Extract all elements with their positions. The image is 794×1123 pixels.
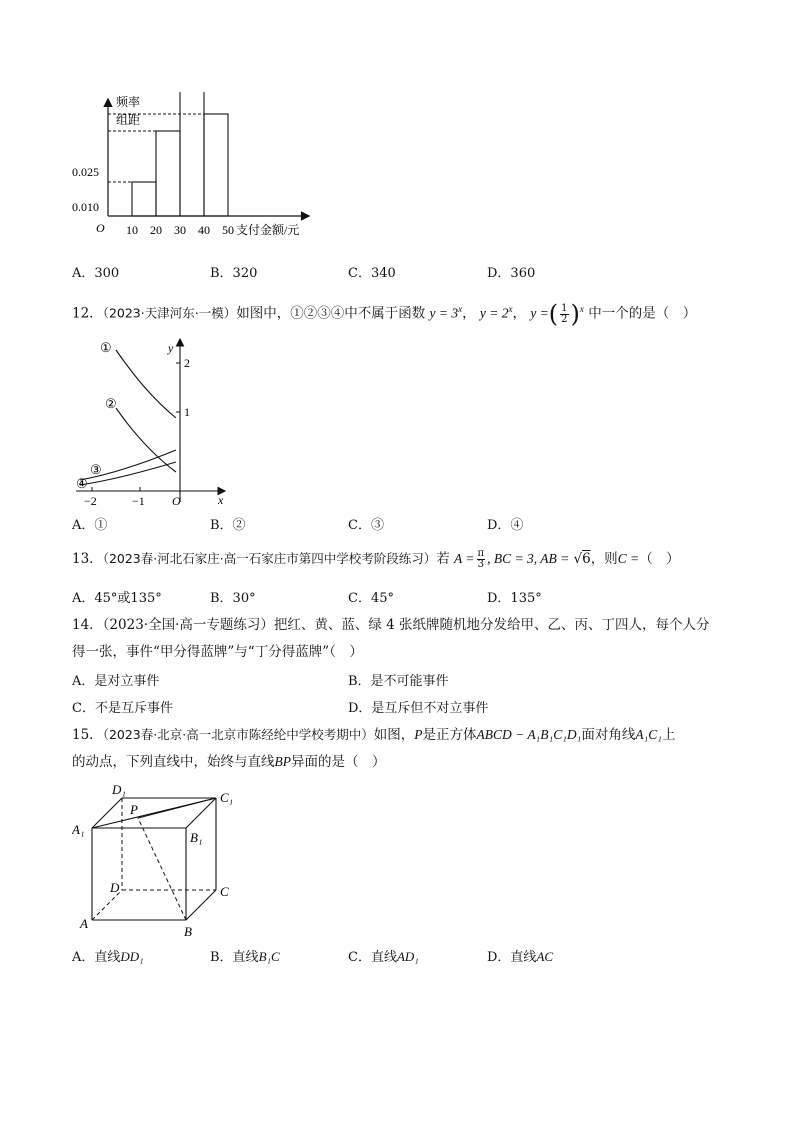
label-2: ② [105, 396, 117, 411]
xtick-50: 50 [222, 223, 234, 237]
q13-option-b[interactable]: B．30° [210, 591, 256, 606]
xtick-20: 20 [150, 223, 162, 237]
q15-option-d[interactable]: D．直线AC [487, 949, 554, 965]
q15-option-a[interactable]: A．直线DD₁ [72, 949, 144, 965]
bar-30-40 [180, 92, 204, 216]
bar-10-20 [132, 182, 156, 216]
q11-option-b[interactable]: B．320 [210, 266, 258, 281]
ylabel-bottom: 组距 [116, 113, 141, 127]
label-b: B [184, 924, 192, 939]
q14-option-b[interactable]: B．是不可能事件 [348, 674, 449, 689]
xtick-m2: −2 [84, 494, 97, 508]
xtick-40: 40 [198, 223, 210, 237]
q15-option-c[interactable]: C．直线AD₁ [348, 949, 419, 965]
ytick-0025: 0.025 [72, 165, 99, 179]
xlabel: 支付金额/元 [236, 223, 300, 237]
curve-2 [116, 408, 176, 472]
xtick-10: 10 [126, 223, 138, 237]
origin-label: O [96, 221, 105, 235]
label-a1: A₁ [72, 822, 85, 837]
graph-origin: O [172, 494, 181, 508]
label-p: P [130, 802, 138, 817]
ytick-2: 2 [184, 356, 190, 370]
q15-stem-line1: 15．（2023春·北京·高一北京市陈经纶中学校考期中）如图，P是正方体ABCD − A₁B₁C₁D₁面对角线A₁C₁上 [72, 727, 676, 743]
q12-option-b[interactable]: B．② [210, 518, 246, 533]
q12-option-d[interactable]: D．④ [487, 518, 524, 533]
q13-stem: 13．（2023春·河北石家庄·高一石家庄市第四中学校考阶段练习）若 A = $\frac{\pi}{3}$ , BC = 3, AB = √6，则C =（ ） [72, 548, 680, 570]
q15-option-b[interactable]: B．直线B₁C [210, 949, 280, 965]
segment-bp [138, 818, 186, 920]
label-b1: B₁ [190, 830, 203, 845]
q14-stem-line1: 14．（2023·全国·高一专题练习）把红、黄、蓝、绿 4 张纸牌随机地分发给甲、乙、丙、丁四人，每个人分 [72, 617, 710, 633]
q15-stem-line2: 的动点，下列直线中，始终与直线BP异面的是（ ） [72, 754, 386, 770]
ytick-1: 1 [184, 405, 190, 419]
q14-stem-line2: 得一张，事件“甲分得蓝牌”与“丁分得蓝牌”（ ） [72, 644, 363, 660]
y-axis-label: y [168, 341, 174, 355]
xtick-m1: −1 [132, 494, 145, 508]
q11-option-d[interactable]: D．360 [487, 266, 536, 281]
q14-option-a[interactable]: A．是对立事件 [72, 674, 160, 689]
ytick-0010: 0.010 [72, 200, 99, 214]
q11-option-a[interactable]: A．300 [72, 266, 120, 281]
label-c: C [220, 884, 229, 899]
q14-option-d[interactable]: D．是互斥但不对立事件 [348, 701, 489, 716]
label-1: ① [100, 340, 112, 355]
label-d: D [110, 880, 120, 895]
q12-option-c[interactable]: C．③ [348, 518, 384, 533]
cube-figure [72, 780, 252, 940]
curve-1 [116, 350, 176, 418]
label-3: ③ [90, 462, 102, 477]
function-graph [72, 336, 242, 508]
label-c1: C₁ [220, 790, 234, 805]
bar-20-30 [156, 131, 180, 216]
label-d1: D₁ [112, 782, 126, 797]
q12-stem: 12．（2023·天津河东·一模）如图中，①②③④中不属于函数 $y = 3^x$， $y = 2^x$， y =( $\frac{1}{2}$ )$^x$ 中一个的是（ ） [72, 300, 697, 328]
q13-option-a[interactable]: A．45°或135° [72, 591, 162, 606]
label-a: A [80, 916, 88, 931]
q12-option-a[interactable]: A．① [72, 518, 108, 533]
q13-option-d[interactable]: D．135° [487, 591, 542, 606]
q11-option-c[interactable]: C．340 [348, 266, 396, 281]
q14-option-c[interactable]: C．不是互斥事件 [72, 701, 173, 716]
histogram-chart [66, 92, 326, 252]
q13-option-c[interactable]: C．45° [348, 591, 394, 606]
label-4: ④ [76, 476, 88, 491]
xtick-30: 30 [174, 223, 186, 237]
bar-40-50 [204, 114, 228, 216]
x-axis-label: x [218, 493, 224, 507]
ylabel-top: 频率 [116, 95, 141, 109]
